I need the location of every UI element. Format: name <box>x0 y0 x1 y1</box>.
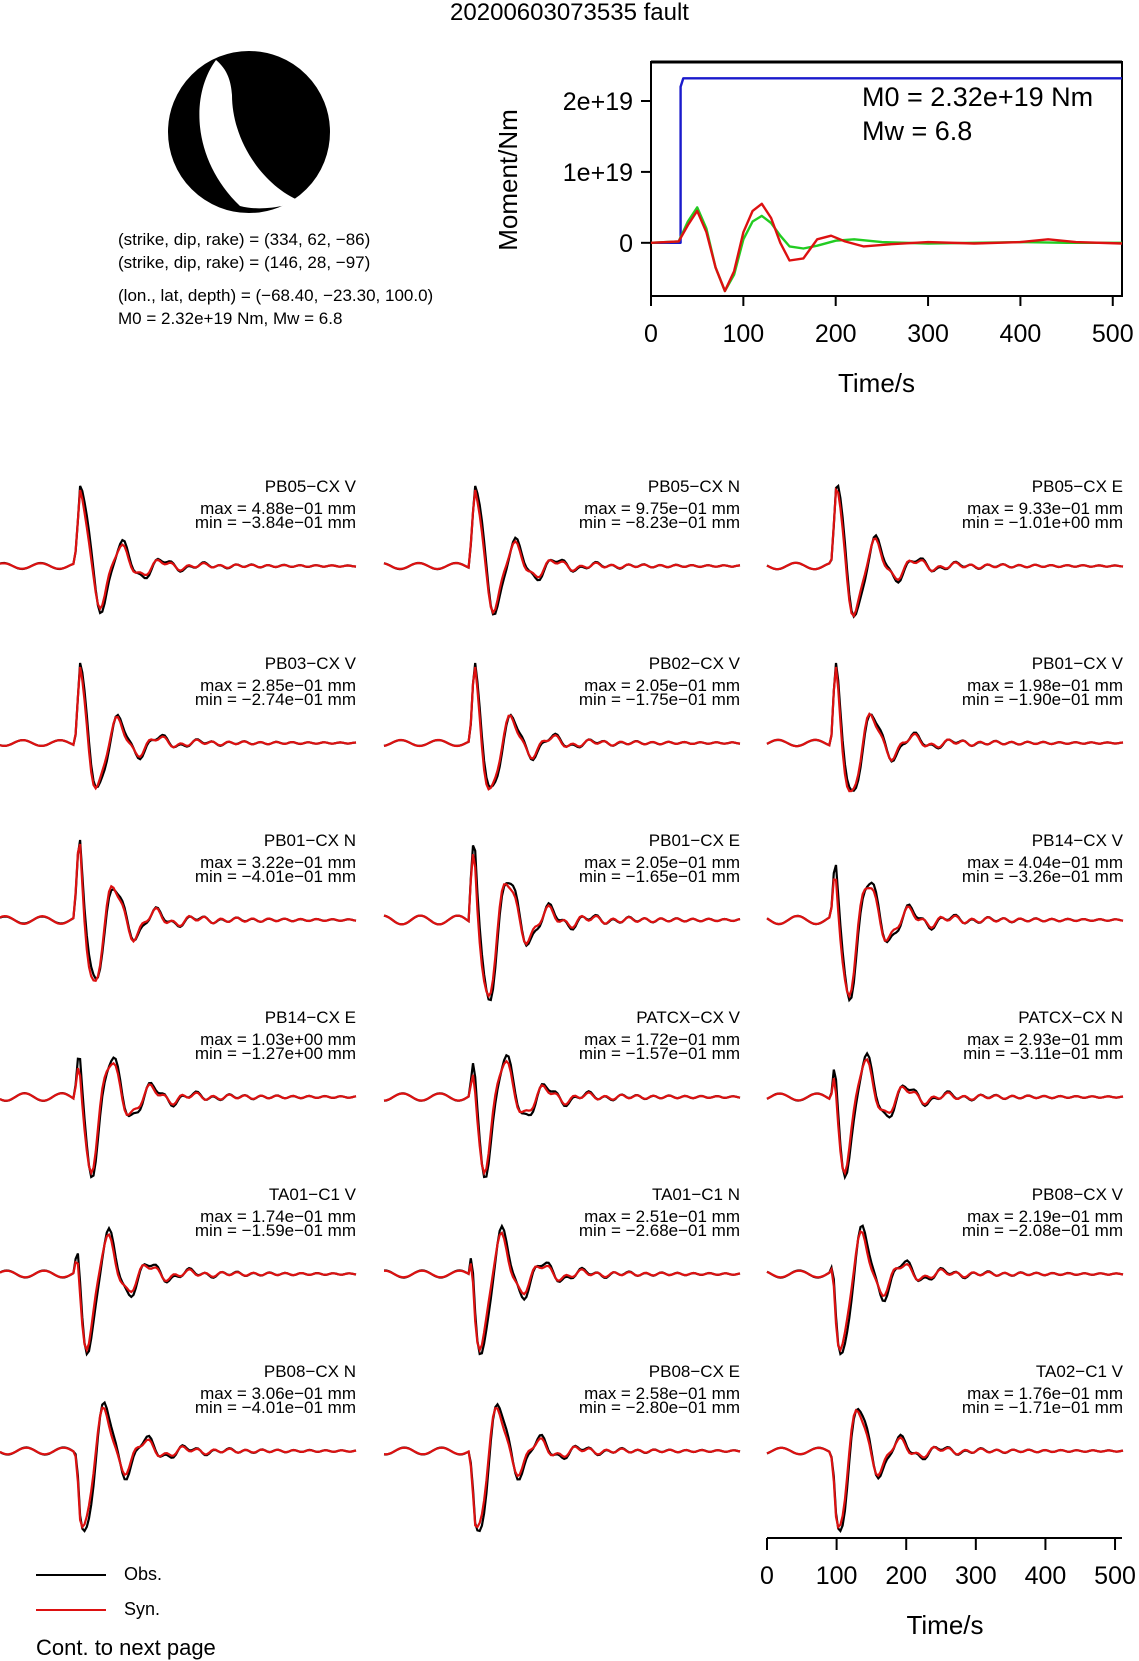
station-min: min = −1.57e−01 mm <box>578 1044 740 1063</box>
moment-xtick-label: 300 <box>907 320 949 348</box>
source-location: (lon., lat, depth) = (−68.40, −23.30, 100.0) <box>118 286 434 305</box>
syn-trace <box>767 1410 1123 1527</box>
station-max: max = 3.06e−01 mm <box>200 1384 356 1403</box>
syn-trace <box>767 1232 1123 1351</box>
obs-trace <box>767 1054 1123 1178</box>
obs-trace <box>0 1228 356 1354</box>
station-name: PATCX−CX N <box>1018 1008 1123 1027</box>
station-name: PB14−CX E <box>264 1008 356 1027</box>
station-max: max = 1.76e−01 mm <box>967 1384 1123 1403</box>
legend-syn-label: Syn. <box>124 1599 161 1619</box>
station-name: PB05−CX E <box>1031 477 1123 496</box>
series-moment-rate-red <box>651 204 1122 291</box>
obs-trace <box>384 1226 740 1354</box>
station-name: PB03−CX V <box>264 654 356 673</box>
syn-trace <box>384 1233 740 1350</box>
moment-summary: M0 = 2.32e+19 Nm, Mw = 6.8 <box>118 309 343 328</box>
station-name: PB05−CX N <box>647 477 740 496</box>
station-max: max = 9.33e−01 mm <box>967 499 1123 518</box>
wave-xtick-label: 400 <box>1024 1562 1067 1590</box>
wave-xtick-label: 200 <box>885 1562 928 1590</box>
station-name: PB05−CX V <box>264 477 356 496</box>
station-min: min = −4.01e−01 mm <box>194 1398 356 1417</box>
continuation-note: Cont. to next page <box>36 1635 216 1660</box>
station-max: max = 1.98e−01 mm <box>967 676 1123 695</box>
nodal-plane-1: (strike, dip, rake) = (334, 62, −86) <box>118 230 371 249</box>
moment-xtick-label: 0 <box>644 320 658 348</box>
station-name: TA01−C1 V <box>268 1185 356 1204</box>
station-max: max = 2.05e−01 mm <box>584 676 740 695</box>
station-max: max = 9.75e−01 mm <box>584 499 740 518</box>
station-max: max = 1.03e+00 mm <box>200 1030 356 1049</box>
wave-xtick-label: 0 <box>760 1562 774 1590</box>
station-name: PB08−CX N <box>263 1362 356 1381</box>
station-name: PATCX−CX V <box>636 1008 740 1027</box>
obs-trace <box>0 1058 356 1177</box>
station-max: max = 2.05e−01 mm <box>584 853 740 872</box>
obs-trace <box>767 1409 1123 1531</box>
station-min: min = −4.01e−01 mm <box>194 867 356 886</box>
station-max: max = 4.04e−01 mm <box>967 853 1123 872</box>
station-min: min = −1.65e−01 mm <box>578 867 740 886</box>
series-moment-rate-green <box>651 207 1122 291</box>
wave-xtick-label: 500 <box>1094 1562 1136 1590</box>
station-name: PB08−CX E <box>648 1362 740 1381</box>
station-name: PB14−CX V <box>1031 831 1123 850</box>
moment-xtick-label: 400 <box>999 320 1042 348</box>
station-name: PB08−CX V <box>1031 1185 1123 1204</box>
beachball-icon <box>169 52 329 212</box>
station-min: min = −3.11e−01 mm <box>963 1044 1123 1063</box>
obs-trace <box>384 1055 740 1177</box>
station-name: TA02−C1 V <box>1035 1362 1123 1381</box>
station-min: min = −2.80e−01 mm <box>578 1398 740 1417</box>
station-min: min = −1.01e+00 mm <box>961 513 1123 532</box>
moment-xtick-label: 100 <box>722 320 765 348</box>
moment-xtick-label: 200 <box>814 320 857 348</box>
syn-trace <box>767 1060 1123 1174</box>
syn-trace <box>384 1061 740 1173</box>
syn-trace <box>0 1063 356 1173</box>
station-name: PB02−CX V <box>648 654 740 673</box>
wave-xtick-label: 300 <box>954 1562 997 1590</box>
moment-annotation-m0: M0 = 2.32e+19 Nm <box>862 82 1094 112</box>
moment-ytick-label: 2e+19 <box>562 88 633 116</box>
station-max: max = 2.58e−01 mm <box>584 1384 740 1403</box>
station-max: max = 2.85e−01 mm <box>200 676 356 695</box>
station-max: max = 2.19e−01 mm <box>967 1207 1123 1226</box>
station-min: min = −1.90e−01 mm <box>961 690 1123 709</box>
station-min: min = −3.26e−01 mm <box>961 867 1123 886</box>
nodal-plane-2: (strike, dip, rake) = (146, 28, −97) <box>118 253 371 272</box>
obs-trace <box>0 1403 356 1531</box>
station-min: min = −3.84e−01 mm <box>194 513 356 532</box>
obs-trace <box>767 1226 1123 1354</box>
station-max: max = 1.72e−01 mm <box>584 1030 740 1049</box>
station-max: max = 1.74e−01 mm <box>200 1207 356 1226</box>
station-name: PB01−CX E <box>648 831 740 850</box>
station-max: max = 2.93e−01 mm <box>967 1030 1123 1049</box>
moment-ytick-label: 1e+19 <box>562 158 633 187</box>
station-max: max = 2.51e−01 mm <box>584 1207 740 1226</box>
page-title: 20200603073535 fault <box>450 0 689 26</box>
moment-xlabel: Time/s <box>837 368 916 398</box>
syn-trace <box>0 1235 356 1350</box>
wave-xlabel: Time/s <box>906 1610 984 1640</box>
station-min: min = −2.74e−01 mm <box>194 690 356 709</box>
station-min: min = −8.23e−01 mm <box>578 513 740 532</box>
station-min: min = −1.27e+00 mm <box>194 1044 356 1063</box>
station-min: min = −2.08e−01 mm <box>961 1221 1123 1240</box>
station-min: min = −2.68e−01 mm <box>578 1221 740 1240</box>
legend-obs-label: Obs. <box>124 1564 163 1584</box>
waveform-time-axis <box>760 1538 1136 1640</box>
wave-xtick-label: 100 <box>815 1562 858 1590</box>
moment-annotation-mw: Mw = 6.8 <box>862 116 973 146</box>
syn-trace <box>0 1408 356 1527</box>
moment-ytick-label: 0 <box>619 229 633 258</box>
station-name: PB01−CX N <box>263 831 356 850</box>
moment-xtick-label: 500 <box>1091 320 1134 348</box>
legend <box>36 1575 106 1610</box>
station-min: min = −1.71e−01 mm <box>961 1398 1123 1417</box>
syn-trace <box>384 1408 740 1527</box>
station-min: min = −1.75e−01 mm <box>578 690 740 709</box>
station-max: max = 3.22e−01 mm <box>200 853 356 872</box>
syn-trace <box>767 880 1123 996</box>
station-name: TA01−C1 N <box>651 1185 740 1204</box>
moment-ylabel: Moment/Nm <box>493 109 523 251</box>
station-max: max = 4.88e−01 mm <box>200 499 356 518</box>
station-min: min = −1.59e−01 mm <box>194 1221 356 1240</box>
obs-trace <box>384 1404 740 1531</box>
station-name: PB01−CX V <box>1031 654 1123 673</box>
